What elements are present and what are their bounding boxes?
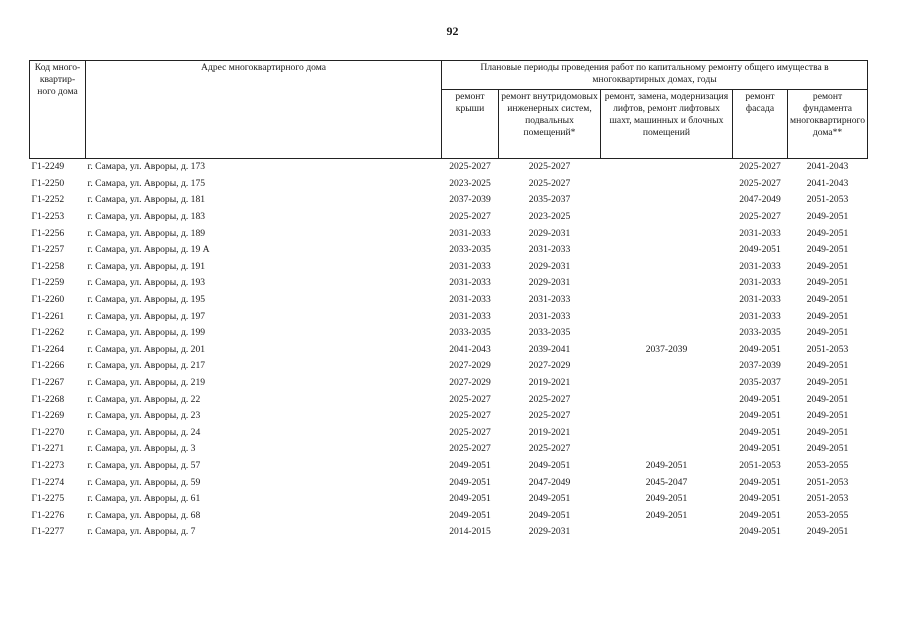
cell-code: Г1-2276 (31, 509, 65, 521)
cell-engineering: 2039-2041 (528, 343, 571, 355)
cell-roof: 2033-2035 (449, 244, 491, 256)
cell-foundation: 2041-2043 (806, 177, 849, 189)
cell-code: Г1-2273 (31, 459, 65, 471)
cell-engineering: 2029-2031 (528, 526, 571, 538)
cell-roof: 2049-2051 (449, 493, 491, 505)
cell-engineering: 2049-2051 (528, 509, 571, 521)
cell-lifts (601, 242, 733, 259)
cell-facade: 2049-2051 (739, 244, 781, 256)
cell-address: г. Самара, ул. Авроры, д. 175 (87, 177, 206, 189)
cell-facade: 2049-2051 (739, 509, 781, 521)
table-row (30, 524, 868, 541)
cell-address: г. Самара, ул. Авроры, д. 201 (87, 343, 206, 355)
table-row (30, 507, 868, 524)
cell-engineering: 2019-2021 (528, 426, 571, 438)
cell-address: г. Самара, ул. Авроры, д. 57 (87, 459, 201, 471)
cell-facade: 2037-2039 (739, 360, 781, 372)
cell-engineering: 2035-2037 (528, 194, 571, 206)
cell-facade: 2031-2033 (739, 294, 781, 306)
cell-facade: 2031-2033 (739, 227, 781, 239)
table-row (30, 342, 868, 359)
cell-foundation: 2049-2051 (806, 526, 849, 538)
cell-code: Г1-2249 (31, 161, 65, 173)
cell-code: Г1-2277 (31, 526, 65, 538)
cell-address: г. Самара, ул. Авроры, д. 199 (87, 327, 206, 339)
cell-lifts (601, 259, 733, 276)
cell-lifts: 2049-2051 (645, 493, 688, 505)
header-address: Адрес многоквартирного дома (86, 61, 442, 159)
cell-facade: 2051-2053 (739, 459, 781, 471)
cell-foundation: 2049-2051 (806, 327, 849, 339)
cell-facade: 2033-2035 (739, 327, 781, 339)
cell-facade: 2025-2027 (739, 211, 781, 223)
cell-facade: 2035-2037 (739, 377, 781, 389)
cell-address: г. Самара, ул. Авроры, д. 59 (87, 476, 201, 488)
cell-address: г. Самара, ул. Авроры, д. 173 (87, 161, 206, 173)
cell-engineering: 2031-2033 (528, 244, 571, 256)
cell-address: г. Самара, ул. Авроры, д. 3 (87, 443, 196, 455)
cell-lifts (601, 209, 733, 226)
cell-address: г. Самара, ул. Авроры, д. 189 (87, 227, 206, 239)
cell-roof: 2031-2033 (449, 260, 491, 272)
cell-address: г. Самара, ул. Авроры, д. 183 (87, 211, 206, 223)
header-code: Код много-квартир-ного дома (30, 61, 86, 159)
cell-engineering: 2049-2051 (528, 493, 571, 505)
table-row (30, 425, 868, 442)
cell-roof: 2027-2029 (449, 377, 491, 389)
cell-code: Г1-2270 (31, 426, 65, 438)
cell-foundation: 2049-2051 (806, 244, 849, 256)
table-row (30, 292, 868, 309)
cell-address: г. Самара, ул. Авроры, д. 191 (87, 260, 206, 272)
cell-code: Г1-2274 (31, 476, 65, 488)
cell-foundation: 2049-2051 (806, 443, 849, 455)
cell-engineering: 2031-2033 (528, 294, 571, 306)
cell-engineering: 2025-2027 (528, 177, 571, 189)
cell-roof: 2025-2027 (449, 211, 491, 223)
table-row (30, 391, 868, 408)
cell-roof: 2025-2027 (449, 161, 491, 173)
cell-engineering: 2019-2021 (528, 377, 571, 389)
cell-roof: 2014-2015 (449, 526, 491, 538)
cell-code: Г1-2259 (31, 277, 65, 289)
cell-lifts: 2037-2039 (645, 343, 688, 355)
cell-foundation: 2053-2055 (806, 509, 849, 521)
table-row (30, 491, 868, 508)
cell-facade: 2031-2033 (739, 277, 781, 289)
cell-foundation: 2049-2051 (806, 277, 849, 289)
cell-foundation: 2049-2051 (806, 310, 849, 322)
capital-repair-schedule-table (29, 60, 868, 541)
cell-facade: 2025-2027 (739, 177, 781, 189)
cell-foundation: 2049-2051 (806, 227, 849, 239)
cell-roof: 2031-2033 (449, 227, 491, 239)
table-body (30, 159, 868, 541)
cell-address: г. Самара, ул. Авроры, д. 19 А (87, 244, 210, 256)
cell-code: Г1-2266 (31, 360, 65, 372)
header-lifts: ремонт, замена, модернизация лифтов, ремонт лифтовых шахт, машинных и блочных помещений (601, 90, 733, 159)
cell-roof: 2049-2051 (449, 459, 491, 471)
table-row (30, 458, 868, 475)
cell-roof: 2027-2029 (449, 360, 491, 372)
cell-facade: 2049-2051 (739, 410, 781, 422)
cell-lifts: 2045-2047 (645, 476, 688, 488)
cell-roof: 2031-2033 (449, 277, 491, 289)
cell-engineering: 2023-2025 (528, 211, 571, 223)
cell-lifts (601, 408, 733, 425)
cell-roof: 2033-2035 (449, 327, 491, 339)
table-row (30, 474, 868, 491)
cell-lifts (601, 192, 733, 209)
table-row (30, 225, 868, 242)
cell-code: Г1-2256 (31, 227, 65, 239)
cell-address: г. Самара, ул. Авроры, д. 181 (87, 194, 206, 206)
cell-code: Г1-2260 (31, 294, 65, 306)
cell-facade: 2047-2049 (739, 194, 781, 206)
table-row (30, 242, 868, 259)
table-row (30, 159, 868, 176)
cell-engineering: 2025-2027 (528, 443, 571, 455)
cell-foundation: 2049-2051 (806, 260, 849, 272)
cell-lifts: 2049-2051 (645, 509, 688, 521)
cell-foundation: 2049-2051 (806, 426, 849, 438)
header-engineering: ремонт внутридомовых инженерных систем, подвальных помещений* (499, 90, 601, 159)
cell-code: Г1-2257 (31, 244, 65, 256)
cell-code: Г1-2264 (31, 343, 65, 355)
cell-facade: 2049-2051 (739, 476, 781, 488)
cell-foundation: 2049-2051 (806, 294, 849, 306)
page-number: 92 (446, 24, 459, 38)
cell-code: Г1-2275 (31, 493, 65, 505)
cell-address: г. Самара, ул. Авроры, д. 22 (87, 393, 201, 405)
cell-facade: 2049-2051 (739, 443, 781, 455)
header-periods: Плановые периоды проведения работ по капитальному ремонту общего имущества в многоквартирных домах, годы (442, 61, 868, 90)
cell-facade: 2049-2051 (739, 343, 781, 355)
cell-lifts (601, 441, 733, 458)
table-row (30, 275, 868, 292)
table-row (30, 259, 868, 276)
cell-engineering: 2029-2031 (528, 277, 571, 289)
cell-lifts (601, 275, 733, 292)
cell-engineering: 2031-2033 (528, 310, 571, 322)
cell-code: Г1-2253 (31, 211, 65, 223)
table-row (30, 308, 868, 325)
table-row (30, 375, 868, 392)
cell-address: г. Самара, ул. Авроры, д. 7 (87, 526, 196, 538)
cell-code: Г1-2250 (31, 177, 65, 189)
cell-address: г. Самара, ул. Авроры, д. 68 (87, 509, 201, 521)
cell-facade: 2049-2051 (739, 426, 781, 438)
cell-roof: 2049-2051 (449, 509, 491, 521)
cell-foundation: 2041-2043 (806, 161, 849, 173)
cell-foundation: 2051-2053 (806, 194, 849, 206)
cell-roof: 2049-2051 (449, 476, 491, 488)
cell-facade: 2025-2027 (739, 161, 781, 173)
cell-code: Г1-2268 (31, 393, 65, 405)
cell-lifts (601, 225, 733, 242)
cell-roof: 2031-2033 (449, 310, 491, 322)
cell-engineering: 2025-2027 (528, 161, 571, 173)
cell-address: г. Самара, ул. Авроры, д. 61 (87, 493, 201, 505)
cell-lifts (601, 308, 733, 325)
cell-roof: 2025-2027 (449, 426, 491, 438)
cell-lifts (601, 159, 733, 176)
table-row (30, 176, 868, 193)
cell-lifts (601, 176, 733, 193)
table-row (30, 441, 868, 458)
cell-facade: 2049-2051 (739, 393, 781, 405)
cell-engineering: 2025-2027 (528, 410, 571, 422)
cell-address: г. Самара, ул. Авроры, д. 197 (87, 310, 206, 322)
header-roof: ремонт крыши (442, 90, 499, 159)
table-row (30, 358, 868, 375)
cell-lifts (601, 292, 733, 309)
table-row (30, 408, 868, 425)
cell-foundation: 2049-2051 (806, 393, 849, 405)
cell-address: г. Самара, ул. Авроры, д. 193 (87, 277, 206, 289)
cell-facade: 2031-2033 (739, 260, 781, 272)
cell-code: Г1-2252 (31, 194, 65, 206)
cell-address: г. Самара, ул. Авроры, д. 195 (87, 294, 206, 306)
cell-code: Г1-2261 (31, 310, 65, 322)
cell-foundation: 2051-2053 (806, 343, 849, 355)
cell-engineering: 2029-2031 (528, 227, 571, 239)
cell-address: г. Самара, ул. Авроры, д. 23 (87, 410, 201, 422)
cell-roof: 2023-2025 (449, 177, 491, 189)
cell-lifts: 2049-2051 (645, 459, 688, 471)
cell-lifts (601, 325, 733, 342)
cell-roof: 2041-2043 (449, 343, 491, 355)
header-facade: ремонт фасада (733, 90, 788, 159)
cell-lifts (601, 425, 733, 442)
cell-roof: 2025-2027 (449, 393, 491, 405)
header-foundation: ремонт фундамента многоквартирного дома** (788, 90, 868, 159)
table-row (30, 325, 868, 342)
cell-code: Г1-2258 (31, 260, 65, 272)
cell-lifts (601, 375, 733, 392)
cell-engineering: 2027-2029 (528, 360, 571, 372)
cell-engineering: 2033-2035 (528, 327, 571, 339)
cell-foundation: 2049-2051 (806, 377, 849, 389)
cell-foundation: 2051-2053 (806, 476, 849, 488)
cell-engineering: 2029-2031 (528, 260, 571, 272)
table-row (30, 192, 868, 209)
cell-code: Г1-2271 (31, 443, 65, 455)
cell-roof: 2037-2039 (449, 194, 491, 206)
cell-foundation: 2053-2055 (806, 459, 849, 471)
cell-foundation: 2049-2051 (806, 410, 849, 422)
cell-lifts (601, 524, 733, 541)
cell-address: г. Самара, ул. Авроры, д. 219 (87, 377, 206, 389)
cell-facade: 2049-2051 (739, 526, 781, 538)
cell-foundation: 2051-2053 (806, 493, 849, 505)
cell-facade: 2031-2033 (739, 310, 781, 322)
cell-address: г. Самара, ул. Авроры, д. 24 (87, 426, 201, 438)
cell-roof: 2025-2027 (449, 410, 491, 422)
cell-foundation: 2049-2051 (806, 360, 849, 372)
cell-code: Г1-2262 (31, 327, 65, 339)
cell-facade: 2049-2051 (739, 493, 781, 505)
cell-address: г. Самара, ул. Авроры, д. 217 (87, 360, 206, 372)
cell-roof: 2031-2033 (449, 294, 491, 306)
table-row (30, 209, 868, 226)
cell-code: Г1-2269 (31, 410, 65, 422)
cell-code: Г1-2267 (31, 377, 65, 389)
cell-engineering: 2049-2051 (528, 459, 571, 471)
cell-engineering: 2025-2027 (528, 393, 571, 405)
cell-foundation: 2049-2051 (806, 211, 849, 223)
cell-roof: 2025-2027 (449, 443, 491, 455)
cell-lifts (601, 391, 733, 408)
cell-engineering: 2047-2049 (528, 476, 571, 488)
cell-lifts (601, 358, 733, 375)
